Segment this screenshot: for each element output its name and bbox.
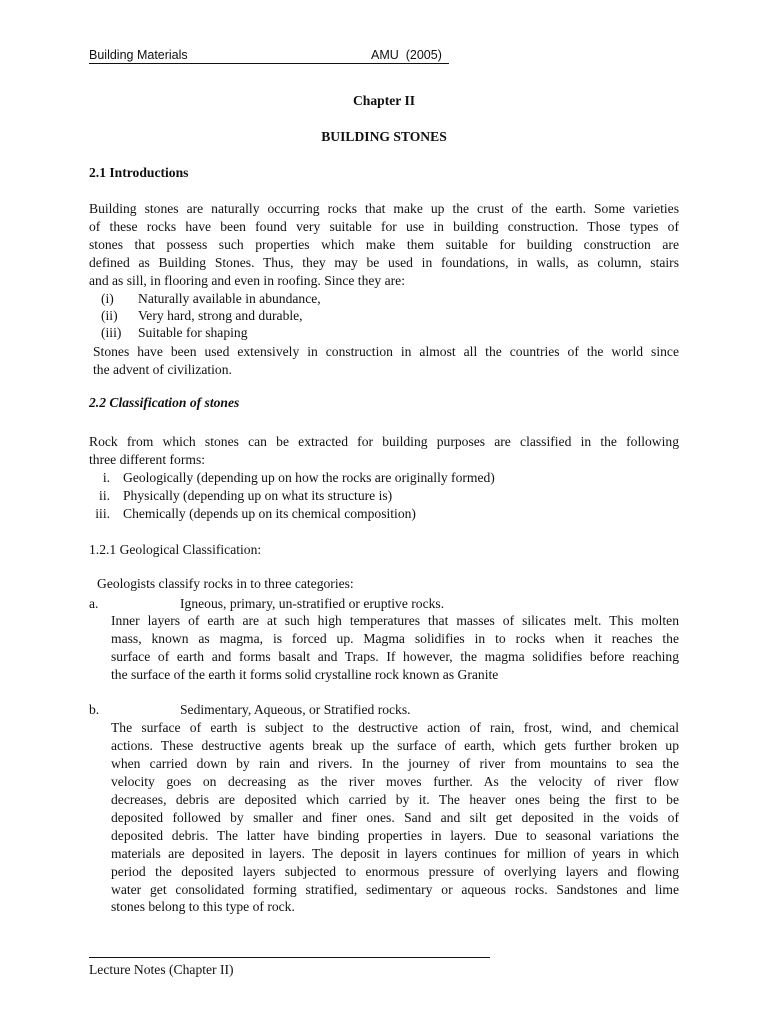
list-item-number: i. bbox=[102, 470, 110, 485]
intro-line: and as sill, in flooring and even in roofing. Since they are: bbox=[89, 273, 405, 288]
intro-line: defined as Building Stones. Thus, they may be used in foundations, in walls, as column, stairs bbox=[89, 255, 679, 270]
sedimentary-line: period the deposited layers subjected to enormous pressure of overlying layers and flowing bbox=[111, 864, 679, 879]
sedimentary-line: stones belong to this type of rock. bbox=[111, 899, 295, 914]
geologists-intro: Geologists classify rocks in to three categories: bbox=[97, 576, 354, 591]
page-header bbox=[89, 47, 449, 64]
list-item-text: Suitable for shaping bbox=[138, 325, 248, 340]
intro-line: stones that possess such properties which make them suitable for building construction are bbox=[89, 237, 679, 252]
sedimentary-line: materials are deposited in layers. The deposit in layers continues for million of years in which bbox=[111, 846, 679, 861]
chapter-number: Chapter II bbox=[352, 93, 416, 108]
sedimentary-line: when carried down by rain and rivers. In the journey of river from mountains to sea the bbox=[111, 756, 679, 771]
category-label-a: a. bbox=[89, 596, 99, 611]
list-item-number: (iii) bbox=[101, 325, 122, 340]
intro-line: Building stones are naturally occurring rocks that make up the crust of the earth. Some varieties bbox=[89, 201, 679, 216]
list-item-text: Very hard, strong and durable, bbox=[138, 308, 303, 323]
intro-closing-line: Stones have been used extensively in construction in almost all the countries of the world since bbox=[93, 344, 679, 359]
chapter-title: BUILDING STONES bbox=[321, 129, 447, 144]
subsection-heading-geological: 1.2.1 Geological Classification: bbox=[89, 542, 262, 557]
sedimentary-line: water get consolidated forming stratified, sedimentary or aqueous rocks. Sandstones and lime bbox=[111, 882, 679, 897]
list-item-number: (ii) bbox=[101, 308, 118, 323]
sedimentary-line: actions. These destructive agents break up the surface of earth, which gets further broken up bbox=[111, 738, 679, 753]
intro-closing-line: the advent of civilization. bbox=[93, 362, 232, 377]
header-course-title: Building Materials bbox=[89, 48, 188, 62]
category-title-igneous: Igneous, primary, un-stratified or eruptive rocks. bbox=[180, 596, 445, 611]
list-item-number: ii. bbox=[99, 488, 110, 503]
list-item-text: Naturally available in abundance, bbox=[138, 291, 321, 306]
sedimentary-line: velocity goes on decreasing as the river moves further. As the velocity of river flow bbox=[111, 774, 679, 789]
page-footer: Lecture Notes (Chapter II) bbox=[89, 962, 234, 977]
section-heading-classification: 2.2 Classification of stones bbox=[89, 395, 240, 410]
sedimentary-line: decreases, debris are deposited which carried by it. The heaver ones being the first to be bbox=[111, 792, 679, 807]
igneous-line: mass, known as magma, is forced up. Magma solidifies in to rocks when it reaches the bbox=[111, 631, 679, 646]
sedimentary-line: deposited followed by smaller and finer ones. Sand and silt get deposited in the voids of bbox=[111, 810, 679, 825]
intro-line: of these rocks have been found very suitable for use in building construction. Those types of bbox=[89, 219, 679, 234]
classification-line: Rock from which stones can be extracted for building purposes are classified in the following bbox=[89, 434, 679, 449]
header-institution-year: AMU (2005) bbox=[371, 48, 442, 62]
list-item-text: Chemically (depends up on its chemical composition) bbox=[123, 506, 416, 521]
section-heading-introductions: 2.1 Introductions bbox=[89, 165, 189, 180]
list-item-text: Geologically (depending up on how the rocks are originally formed) bbox=[123, 470, 495, 485]
footer-divider bbox=[89, 957, 490, 958]
list-item-number: (i) bbox=[101, 291, 114, 306]
category-label-b: b. bbox=[89, 702, 100, 717]
sedimentary-line: deposited debris. The latter have binding properties in layers. Due to seasonal variations the bbox=[111, 828, 679, 843]
classification-line: three different forms: bbox=[89, 452, 206, 467]
sedimentary-line: The surface of earth is subject to the destructive action of rain, frost, wind, and chemical bbox=[111, 720, 679, 735]
igneous-line: surface of earth and forms basalt and Traps. If however, the magma solidifies before reaching bbox=[111, 649, 679, 664]
category-title-sedimentary: Sedimentary, Aqueous, or Stratified rocks. bbox=[180, 702, 411, 717]
igneous-line: Inner layers of earth are at such high temperatures that masses of silicates melt. This molten bbox=[111, 613, 679, 628]
list-item-number: iii. bbox=[95, 506, 110, 521]
igneous-line: the surface of the earth it forms solid crystalline rock known as Granite bbox=[111, 667, 499, 682]
list-item-text: Physically (depending up on what its structure is) bbox=[123, 488, 393, 503]
